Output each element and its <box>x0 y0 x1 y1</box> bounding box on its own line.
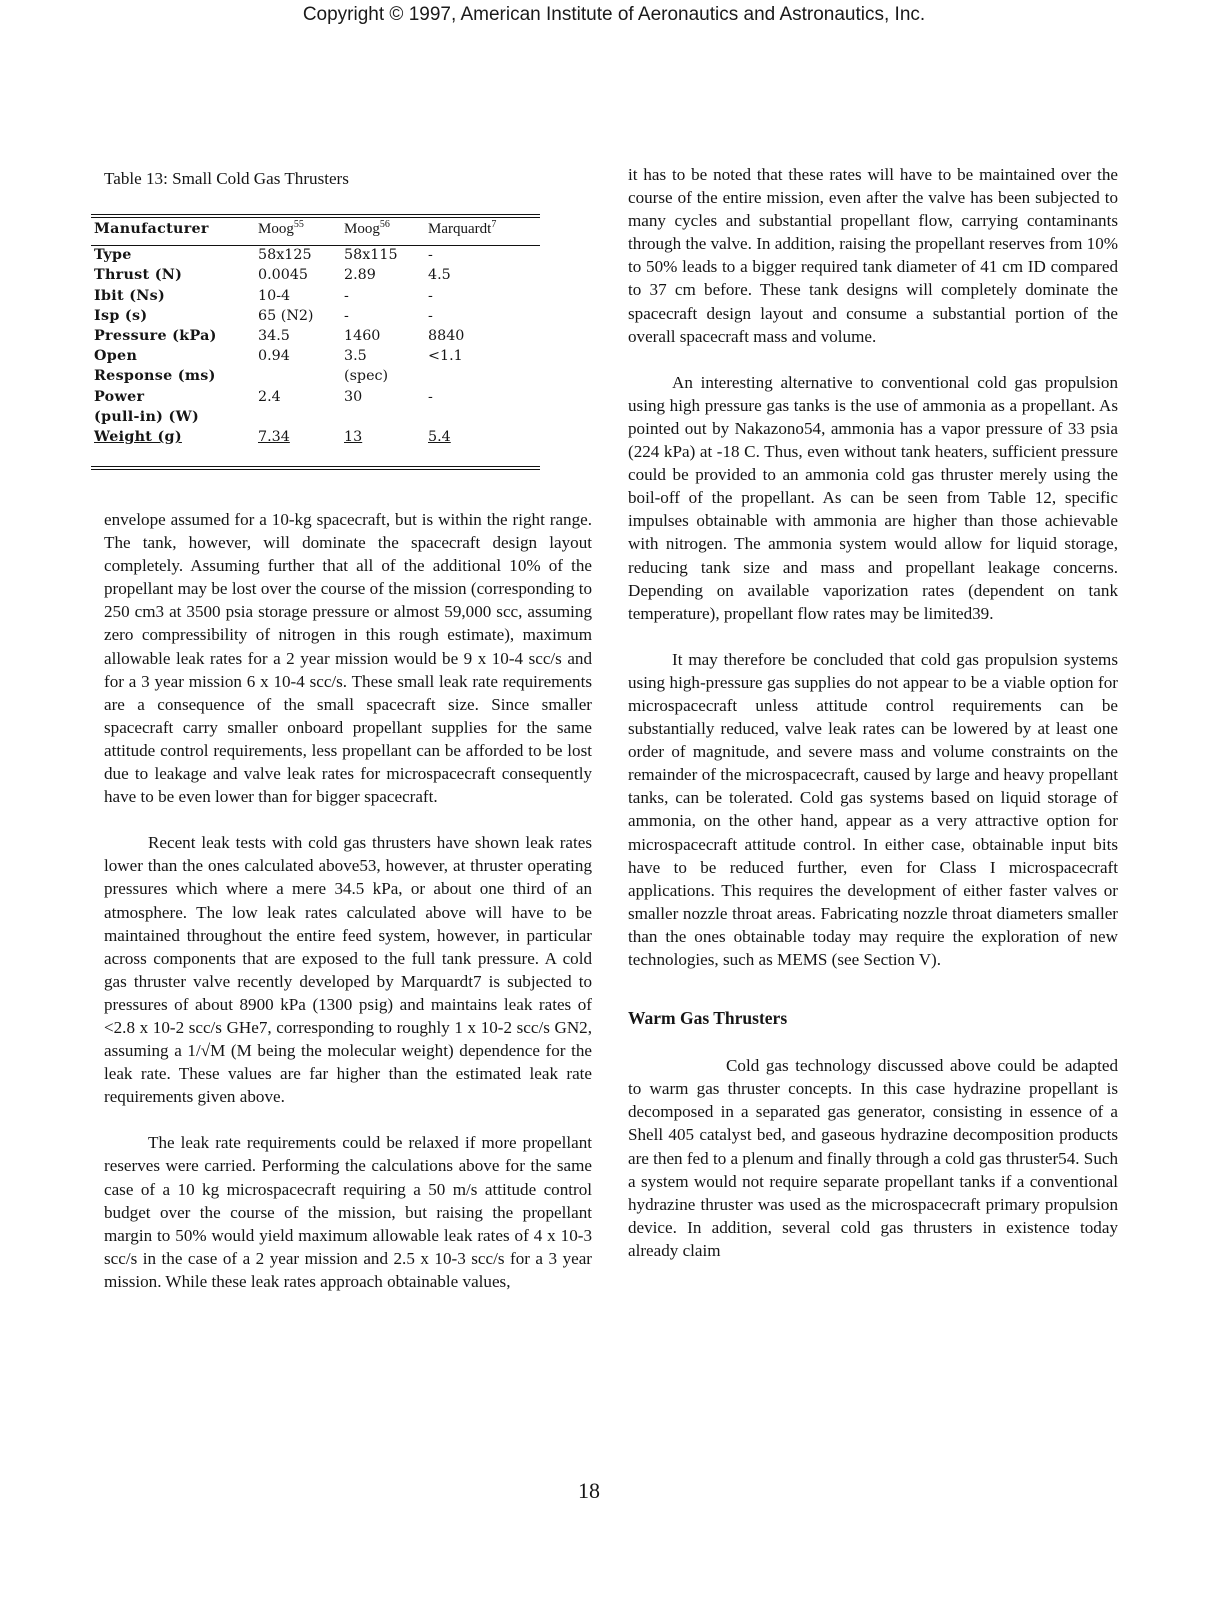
row-label: Power <box>94 388 145 405</box>
paragraph: An interesting alternative to conventional cold gas propulsion using high pressure gas tanks is the use of ammonia as a propellant. As pointed out by Nakazono54, ammonia has a vapor pressure of 33 psia (224 kPa) at -18 C. Thus, even without tank heaters, sufficient pressure could be provided to an ammonia cold gas thruster merely using the boil-off of the propellant. As can be seen from Table 12, specific impulses obtainable with ammonia are higher than those achievable with nitrogen. The ammonia system would allow for liquid storage, reducing tank size and mass and propellant leakage concerns. Depending on available vaporization rates (dependent on tank temperature), propellant flow rates may be limited39. <box>628 372 1118 623</box>
paragraph: it has to be noted that these rates will have to be maintained over the course of the entire mission, even after the valve has been subjected to many cycles and substantial propellant flow, carrying contaminants through the valve. In addition, raising the propellant reserves from 10% to 50% leads to a bigger required tank diameter of 41 cm ID compared to 37 cm before. These tank designs will completely dominate the spacecraft design layout and consume a substantial portion of the overall spacecraft mass and volume. <box>628 165 1118 346</box>
table-cell: 58x125 <box>258 247 312 264</box>
column-header: Manufacturer <box>94 221 209 237</box>
paragraph: Recent leak tests with cold gas thrusters have shown leak rates lower than the ones calculated above53, however, at thruster operating pressures which where a mere 34.5 kPa, or about one third of an atmosphere. The low leak rates calculated above will have to be maintained throughout the entire feed system, however, in particular across components that are exposed to the full tank pressure. A cold gas thruster valve recently developed by Marquardt7 is subjected to pressures of about 8900 kPa (1300 psig) and maintains leak rates of <2.8 x 10-2 scc/s GHe7, corresponding to roughly 1 x 10-2 scc/s GN2, assuming a 1/√M (M being the molecular weight) dependence for the leak rate. These values are far higher than the estimated leak rate requirements given above. <box>104 833 592 1107</box>
table-cell: 34.5 <box>258 328 290 345</box>
page-number: 18 <box>578 1478 600 1503</box>
table-cell <box>428 366 528 386</box>
section-heading: Warm Gas Thrusters <box>628 1008 788 1029</box>
table-caption: Table 13: Small Cold Gas Thrusters <box>104 169 349 188</box>
paragraph: envelope assumed for a 10-kg spacecraft, but is within the right range. The tank, however, will dominate the spacecraft design layout completely. Assuming further that all of the additional 10% of the propellant may be lost over the course of the mission (corresponding to 250 cm3 at 3500 psia storage pressure or almost 59,000 scc, assuming zero compressibility of nitrogen in this rough estimate), maximum allowable leak rates for a 2 year mission would be 9 x 10-4 scc/s and for a 3 year mission 6 x 10-4 scc/s. These small leak rate requirements are a consequence of the small spacecraft size. Since smaller spacecraft carry smaller onboard propellant supplies for the same attitude control requirements, less propellant can be afforded to be lost due to leakage and valve leak rates for microspacecraft consequently have to be even lower than for bigger spacecraft. <box>104 510 592 807</box>
row-label: Thrust (N) <box>94 267 183 284</box>
table-row <box>94 407 528 427</box>
table-row <box>94 346 528 366</box>
row-label: Response (ms) <box>94 368 216 385</box>
table-row <box>94 387 528 407</box>
table-top-rule <box>91 214 540 218</box>
column-header: Marquardt$^7$ <box>428 219 497 237</box>
table-cell: 13 <box>344 429 363 446</box>
paragraph: It may therefore be concluded that cold gas propulsion systems using high-pressure gas supplies do not appear to be a viable option for microspacecraft unless attitude control requirements can be substantially reduced, valve leak rates can be lowered by at least one order of magnitude, and severe mass and volume constraints on the remainder of the microspacecraft, caused by large and heavy propellant tanks, can be tolerated. Cold gas systems based on liquid storage of ammonia, on the other hand, appear as a very attractive option for microspacecraft attitude control. In either case, obtainable input bits have to be reduced further, even for Class I microspacecraft applications. This requires the development of either faster valves or smaller nozzle throat areas. Fabricating nozzle throat diameters smaller than the ones obtainable today may require the exploration of new technologies, such as MEMS (see Section V). <box>628 649 1118 969</box>
table-cell: 65 (N2) <box>258 307 314 324</box>
table-cell: - <box>428 247 433 264</box>
table-cell: - <box>428 287 433 304</box>
table-cell <box>428 407 528 427</box>
table-row <box>94 366 528 386</box>
table-header-row <box>94 219 528 239</box>
table-row <box>94 326 528 346</box>
table-row <box>94 306 528 326</box>
row-label: Ibit (Ns) <box>94 287 166 304</box>
row-label: Open <box>94 348 138 365</box>
row-label: (pull-in) (W) <box>94 408 200 425</box>
table-cell: (spec) <box>344 368 389 385</box>
table-cell: 1460 <box>344 328 381 345</box>
table-cell <box>344 407 428 427</box>
table-cell: 8840 <box>428 328 465 345</box>
table-cell: 0.0045 <box>258 267 309 284</box>
table-cell: 2.4 <box>258 388 281 405</box>
table-cell: 58x115 <box>344 247 398 264</box>
right-column <box>628 163 1118 1262</box>
column-header: Moog$^{55}$ <box>258 219 304 237</box>
table-cell: 2.89 <box>344 267 376 284</box>
table-cell: - <box>344 307 349 324</box>
table-cell: 7.34 <box>258 429 290 446</box>
column-header: Moog$^{56}$ <box>344 219 390 237</box>
table-cell: - <box>428 307 433 324</box>
table-cell: 10-4 <box>258 287 291 304</box>
table-row <box>94 427 528 447</box>
table-cell: - <box>428 388 433 405</box>
table-cell <box>258 366 344 386</box>
table-cell: 0.94 <box>258 348 290 365</box>
left-column <box>104 508 592 1293</box>
table-row <box>94 286 528 306</box>
thruster-table <box>94 219 528 447</box>
row-label: Type <box>94 247 132 264</box>
table-cell: - <box>344 287 349 304</box>
table-cell: <1.1 <box>428 348 463 365</box>
row-label: Weight (g) <box>94 429 182 446</box>
table-cell: 3.5 <box>344 348 367 365</box>
table-cell: 4.5 <box>428 267 451 284</box>
row-label: Pressure (kPa) <box>94 328 217 345</box>
table-row <box>94 245 528 265</box>
copyright-notice: Copyright © 1997, American Institute of Aeronautics and Astronautics, Inc. <box>302 4 926 25</box>
row-label: Isp (s) <box>94 307 148 324</box>
table-cell: 30 <box>344 388 363 405</box>
table-cell <box>258 407 344 427</box>
table-cell: 5.4 <box>428 429 451 446</box>
table-bottom-rule <box>91 466 540 470</box>
paragraph: The leak rate requirements could be relaxed if more propellant reserves were carried. Performing the calculations above for the same case of a 10 kg microspacecraft requiring a 50 m/s attitude control budget over the course of the mission, but raising the propellant margin to 50% would yield maximum allowable leak rates of 4 x 10-3 scc/s in the case of a 2 year mission and 2.5 x 10-3 scc/s for a 3 year mission. While these leak rates approach obtainable values, <box>104 1133 592 1291</box>
paragraph: Cold gas technology discussed above could be adapted to warm gas thruster concepts. In this case hydrazine propellant is decomposed in a separated gas generator, consisting in essence of a Shell 405 catalyst bed, and gaseous hydrazine decomposition products are then fed to a plenum and finally through a cold gas thruster54. Such a system would not require separate propellant tanks if a conventional hydrazine thruster was used as the microspacecraft primary propulsion device. In addition, several cold gas thrusters in existence today already claim <box>628 1056 1118 1260</box>
table-row <box>94 265 528 285</box>
